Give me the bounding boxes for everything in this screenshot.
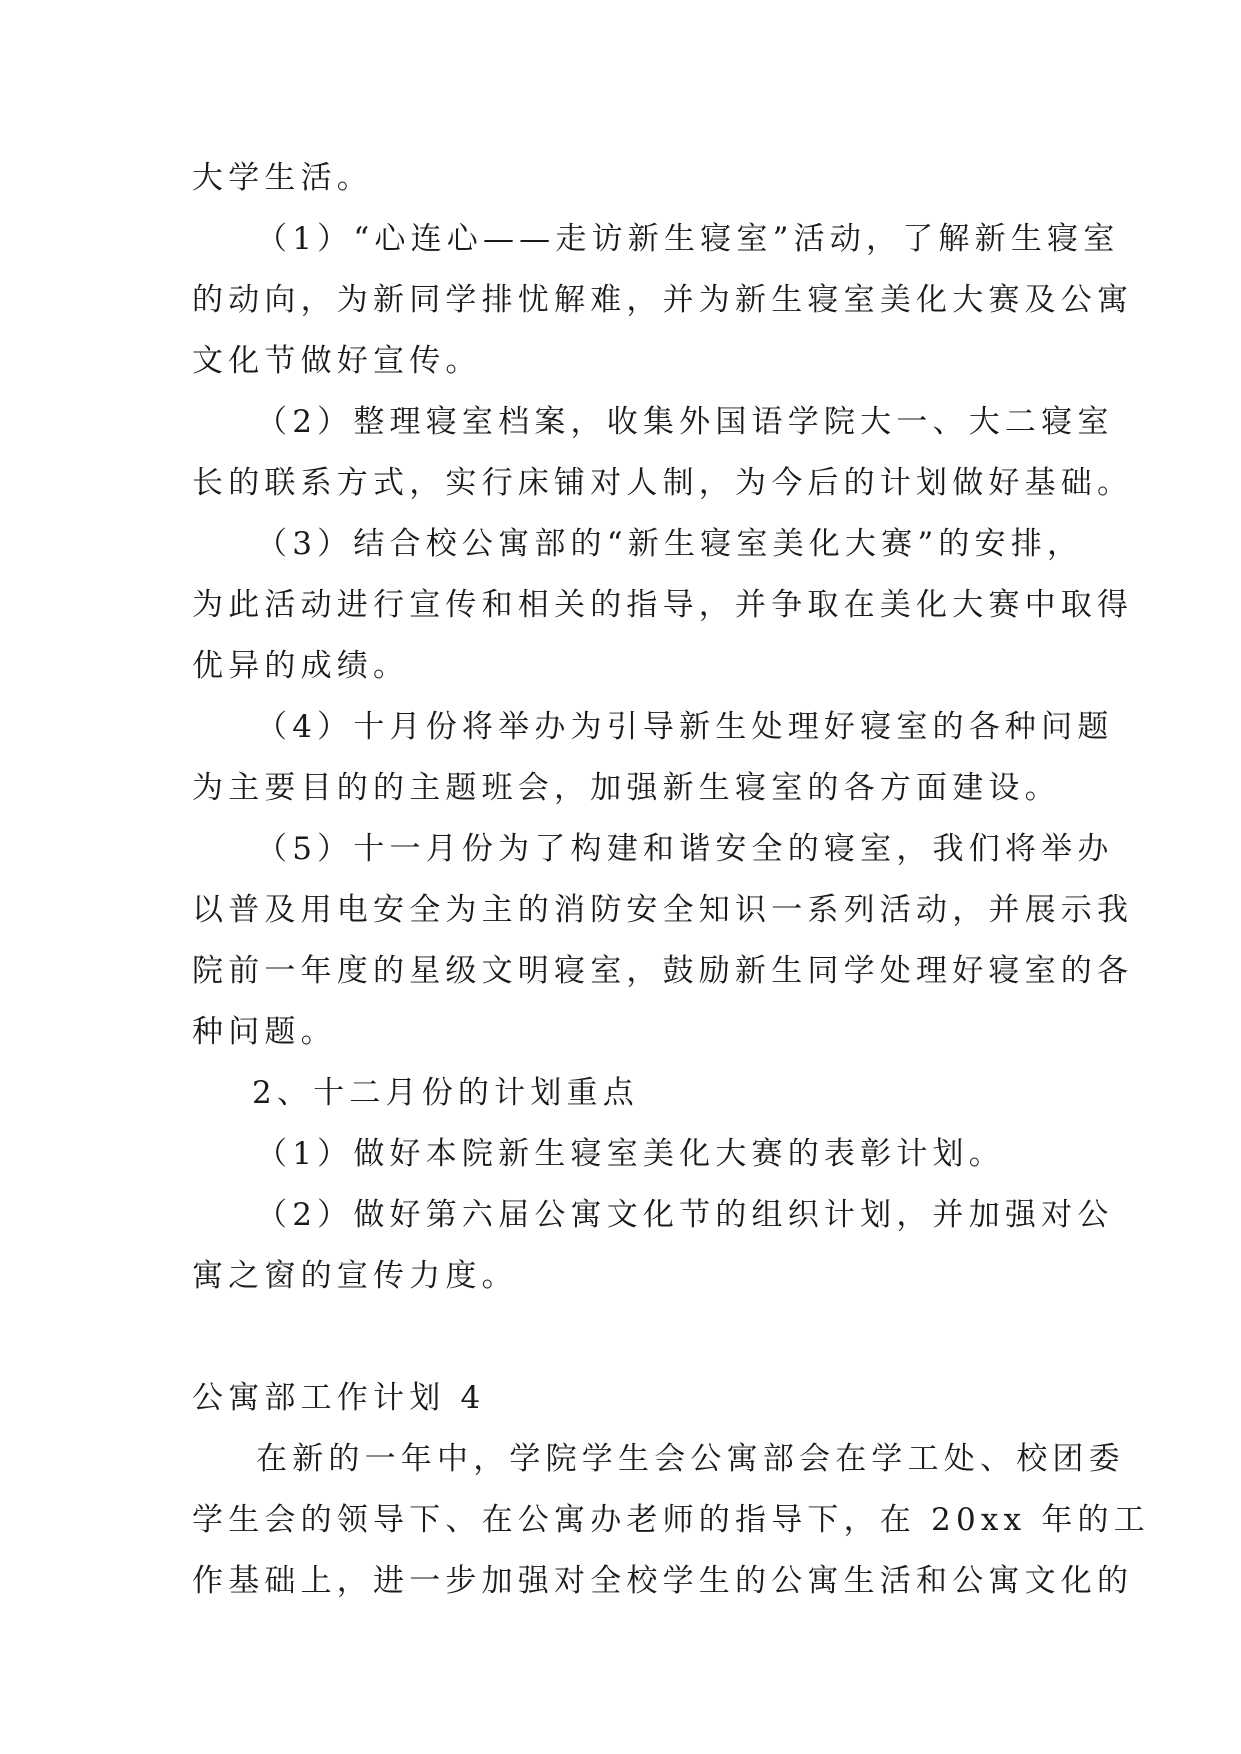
text-line: （4）十月份将举办为引导新生处理好寝室的各种问题 [256, 709, 1114, 745]
text-line: 为主要目的的主题班会，加强新生寝室的各方面建设。 [192, 770, 1061, 806]
section-subheading: 2、十二月份的计划重点 [252, 1075, 639, 1111]
section-heading: 公寓部工作计划 4 [192, 1380, 486, 1416]
text-line: （1）“心连心——走访新生寝室”活动，了解新生寝室 [256, 221, 1120, 257]
text-line: 大学生活。 [192, 160, 373, 196]
text-line: （2）做好第六届公寓文化节的组织计划，并加强对公 [256, 1197, 1114, 1233]
text-line: 长的联系方式，实行床铺对人制，为今后的计划做好基础。 [192, 465, 1134, 501]
text-line: 在新的一年中，学院学生会公寓部会在学工处、校团委 [256, 1441, 1125, 1477]
text-line: 院前一年度的星级文明寝室，鼓励新生同学处理好寝室的各 [192, 953, 1134, 989]
text-line: 文化节做好宣传。 [192, 343, 482, 379]
text-line: 种问题。 [192, 1014, 337, 1050]
text-line: 作基础上，进一步加强对全校学生的公寓生活和公寓文化的 [192, 1563, 1134, 1599]
text-line: 学生会的领导下、在公寓办老师的指导下，在 20xx 年的工 [192, 1502, 1150, 1538]
text-line: （3）结合校公寓部的“新生寝室美化大赛”的安排， [256, 526, 1084, 562]
text-line: （5）十一月份为了构建和谐安全的寝室，我们将举办 [256, 831, 1114, 867]
text-line: （1）做好本院新生寝室美化大赛的表彰计划。 [256, 1136, 1005, 1172]
text-line: （2）整理寝室档案，收集外国语学院大一、大二寝室 [256, 404, 1114, 440]
text-line: 的动向，为新同学排忧解难，并为新生寝室美化大赛及公寓 [192, 282, 1134, 318]
text-line: 为此活动进行宣传和相关的指导，并争取在美化大赛中取得 [192, 587, 1134, 623]
text-line: 优异的成绩。 [192, 648, 410, 684]
text-line: 寓之窗的宣传力度。 [192, 1258, 518, 1294]
text-line: 以普及用电安全为主的消防安全知识一系列活动，并展示我 [192, 892, 1134, 928]
